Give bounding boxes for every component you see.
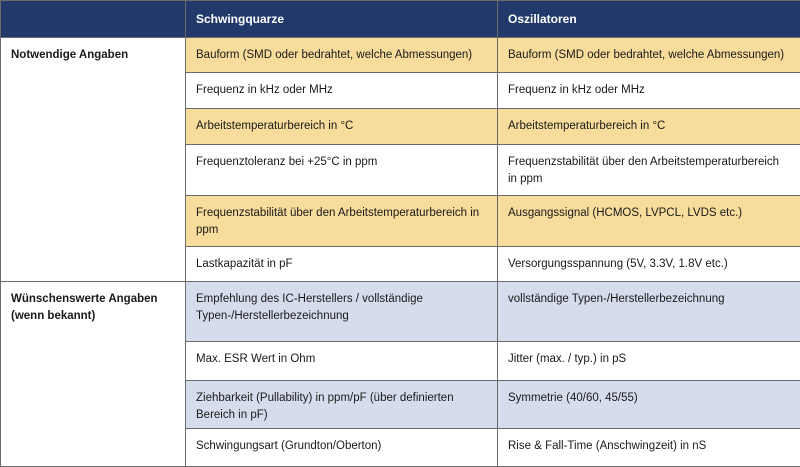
cell-oszillatoren: Jitter (max. / typ.) in pS xyxy=(498,342,800,381)
cell-schwingquarze: Frequenzstabilität über den Arbeitstemperaturbereich in ppm xyxy=(186,196,498,247)
cell-oszillatoren: Versorgungsspannung (5V, 3.3V, 1.8V etc.) xyxy=(498,247,800,282)
header-oszillatoren: Oszillatoren xyxy=(498,1,800,38)
cell-oszillatoren: Symmetrie (40/60, 45/55) xyxy=(498,381,800,429)
group-label-notwendig: Notwendige Angaben xyxy=(1,38,186,282)
cell-schwingquarze: Empfehlung des IC-Herstellers / vollständige Typen-/Herstellerbezeichnung xyxy=(186,282,498,342)
header-empty-cell xyxy=(1,1,186,38)
cell-schwingquarze: Ziehbarkeit (Pullability) in ppm/pF (über definierten Bereich in pF) xyxy=(186,381,498,429)
cell-oszillatoren: Frequenz in kHz oder MHz xyxy=(498,73,800,109)
cell-oszillatoren: Frequenzstabilität über den Arbeitstemperaturbereich in ppm xyxy=(498,145,800,196)
header-row xyxy=(1,1,800,38)
cell-oszillatoren: Rise & Fall-Time (Anschwingzeit) in nS xyxy=(498,429,800,467)
cell-schwingquarze: Frequenz in kHz oder MHz xyxy=(186,73,498,109)
cell-oszillatoren: Bauform (SMD oder bedrahtet, welche Abmessungen) xyxy=(498,38,800,73)
cell-schwingquarze: Schwingungsart (Grundton/Oberton) xyxy=(186,429,498,467)
cell-schwingquarze: Lastkapazität in pF xyxy=(186,247,498,282)
group-label-wuenschenswert: Wünschenswerte Angaben (wenn bekannt) xyxy=(1,282,186,467)
cell-schwingquarze: Frequenztoleranz bei +25°C in ppm xyxy=(186,145,498,196)
cell-oszillatoren: Ausgangssignal (HCMOS, LVPCL, LVDS etc.) xyxy=(498,196,800,247)
cell-oszillatoren: Arbeitstemperaturbereich in °C xyxy=(498,109,800,145)
header-schwingquarze: Schwingquarze xyxy=(186,1,498,38)
cell-schwingquarze: Bauform (SMD oder bedrahtet, welche Abmessungen) xyxy=(186,38,498,73)
table-row xyxy=(1,282,800,342)
table-row xyxy=(1,38,800,73)
cell-schwingquarze: Arbeitstemperaturbereich in °C xyxy=(186,109,498,145)
cell-oszillatoren: vollständige Typen-/Herstellerbezeichnung xyxy=(498,282,800,342)
cell-schwingquarze: Max. ESR Wert in Ohm xyxy=(186,342,498,381)
